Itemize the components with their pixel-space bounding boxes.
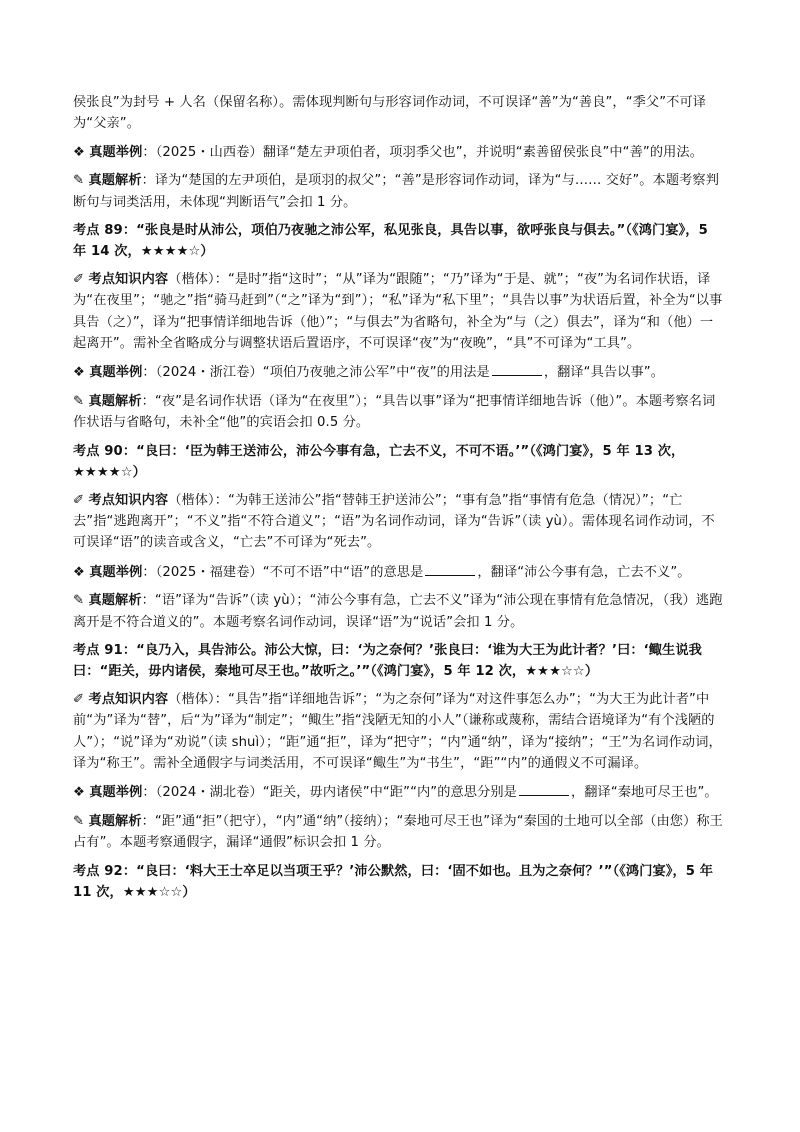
analysis-paragraph — [73, 391, 723, 434]
kaodian-92-title: 考点 92：“良曰：‘料大王士卒足以当项王乎？’沛公默然，曰：‘固不如也。且为之奈何？’”（《鸿门宴》，5 年 11 次，★★★☆☆） — [73, 863, 714, 900]
example-text-tail: ，翻译“秦地可尽王也”。 — [570, 785, 718, 801]
diamond-bullet-icon: ❖ — [73, 564, 85, 580]
example-paragraph — [73, 781, 723, 803]
analysis-paragraph — [73, 590, 723, 633]
knowledge-label: 考点知识内容 — [88, 492, 169, 508]
crayon-icon: ✐ — [73, 492, 85, 508]
answer-blank — [425, 561, 475, 576]
example-text: ：（2024・湖北卷）“距关，毋内诸侯”中“距”“内”的意思分别是 — [142, 785, 517, 801]
example-text: ：（2025・福建卷）“不可不语”中“语”的意思是 — [142, 564, 424, 580]
kaodian-89-title: 考点 89：“张良是时从沛公，项伯乃夜驰之沛公军，私见张良，具告以事，欲呼张良与俱去。”（《鸿门宴》，5 年 14 次，★★★★☆） — [73, 223, 708, 260]
example-paragraph — [73, 561, 723, 583]
knowledge-label: 考点知识内容 — [88, 691, 169, 707]
intro-paragraph — [73, 92, 723, 135]
example-paragraph — [73, 361, 723, 383]
knowledge-text: （楷体）：“是时”指“这时”；“从”译为“跟随”；“乃”译为“于是、就”；“夜”为名词作状语，译为“在夜里”；“驰之”指“骑马赶到”（“之”译为“到”）；“私”译为“私下里”；“具告以事”为状语后置，补全为“以事具告（之）”，译为“把事情详细地告诉（他）”；“与俱去”为省略句，补全为“与（之）俱去”，译为“和（他）一起离开”。需补全省略成分与调整状语后置语序，不可误译“夜”为“夜晚”，“具”不可译为“工具”。 — [73, 271, 723, 352]
knowledge-label: 考点知识内容 — [88, 271, 169, 287]
example-text-tail: ，翻译“具告以事”。 — [543, 365, 664, 381]
analysis-label: 真题解析 — [88, 173, 142, 189]
diamond-bullet-icon: ❖ — [73, 785, 85, 801]
example-text: ：（2025・山西卷）翻译“楚左尹项伯者，项羽季父也”，并说明“素善留侯张良”中“善”的用法。 — [142, 144, 703, 160]
intro-text: 侯张良”为封号 + 人名（保留名称）。需体现判断句与形容词作动词，不可误译“善”为“善良”，“季父”不可译为“父亲”。 — [73, 95, 707, 132]
pencil-icon: ✎ — [73, 393, 85, 409]
example-text-tail: ，翻译“沛公今事有急，亡去不义”。 — [477, 564, 691, 580]
knowledge-text: （楷体）：“具告”指“详细地告诉”；“为之奈何”译为“对这件事怎么办”；“为大王为此计者”中前“为”译为“替”，后“为”译为“制定”；“鲰生”指“浅陋无知的小人”（谦称或蔑称，需结合语境译为“有个浅陋的人”）；“说”译为“劝说”（读 shuì）；“距”通“拒”，译为“把守”；“内”通“纳”，译为“接纳”；“王”为名词作动词，译为“称王”。需补全通假字与词类活用，不可误译“鲰生”为“书生”，“距”“内”的通假义不可漏译。 — [73, 691, 722, 771]
pencil-icon: ✎ — [73, 593, 85, 609]
analysis-paragraph — [73, 811, 723, 854]
analysis-label: 真题解析 — [88, 393, 142, 409]
diamond-bullet-icon: ❖ — [73, 365, 85, 381]
analysis-text: ：“距”通“拒”（把守），“内”通“纳”（接纳）；“秦地可尽王也”译为“秦国的土地可以全部（由您）称王占有”。本题考察通假字，漏译“通假”标识会扣 1 分。 — [73, 813, 723, 851]
example-label: 真题举例 — [89, 365, 143, 381]
knowledge-paragraph — [73, 490, 723, 554]
analysis-label: 真题解析 — [88, 813, 142, 829]
analysis-label: 真题解析 — [88, 593, 142, 609]
crayon-icon: ✐ — [73, 271, 85, 287]
crayon-icon: ✐ — [73, 691, 85, 707]
kaodian-90-title: 考点 90：“良曰：‘臣为韩王送沛公，沛公今事有急，亡去不义，不可不语。’”（《鸿门宴》，5 年 13 次，★★★★☆） — [73, 443, 685, 481]
pencil-icon: ✎ — [73, 173, 85, 189]
diamond-bullet-icon: ❖ — [73, 144, 85, 160]
analysis-text: ：“夜”是名词作状语（译为“在夜里”）；“具告以事”译为“把事情详细地告诉（他）”。本题考察名词作状语与省略句，未补全“他”的宾语会扣 0.5 分。 — [73, 393, 716, 431]
analysis-text: ：译为“楚国的左尹项伯，是项羽的叔父”；“善”是形容词作动词，译为“与…… 交好”。本题考察判断句与词类活用，未体现“判断语气”会扣 1 分。 — [73, 173, 719, 210]
document-page — [73, 92, 723, 909]
answer-blank — [519, 781, 569, 796]
analysis-paragraph — [73, 170, 723, 213]
knowledge-paragraph — [73, 689, 723, 775]
example-text: ：（2024・浙江卷）“项伯乃夜驰之沛公军”中“夜”的用法是 — [142, 365, 490, 381]
pencil-icon: ✎ — [73, 813, 85, 829]
knowledge-text: （楷体）：“为韩王送沛公”指“替韩王护送沛公”；“事有急”指“事情有危急（情况）”；“亡去”指“逃跑离开”；“不义”指“不符合道义”；“语”为名词作动词，译为“告诉”（读 yù）。需体现名词作动词，不可误译“语”的读音或含义，“亡去”不可译为“死去”。 — [73, 492, 715, 551]
example-label: 真题举例 — [89, 144, 143, 160]
answer-blank — [492, 361, 542, 376]
kaodian-91-title: 考点 91：“良乃入，具告沛公。沛公大惊，曰：‘为之奈何？’张良曰：‘谁为大王为此计者？’曰：‘鲰生说我曰：“距关，毋内诸侯，秦地可尽王也。”故听之。’”（《鸿门宴》，5 年 12 次，★★★☆☆） — [73, 642, 702, 680]
example-paragraph — [73, 142, 723, 163]
example-label: 真题举例 — [89, 785, 143, 801]
knowledge-paragraph — [73, 269, 723, 355]
example-label: 真题举例 — [89, 564, 143, 580]
analysis-text: ：“语”译为“告诉”（读 yù）；“沛公今事有急，亡去不义”译为“沛公现在事情有危急情况，（我）逃跑离开是不符合道义的”。本题考察名词作动词，误译“语”为“说话”会扣 1 分。 — [73, 593, 723, 630]
